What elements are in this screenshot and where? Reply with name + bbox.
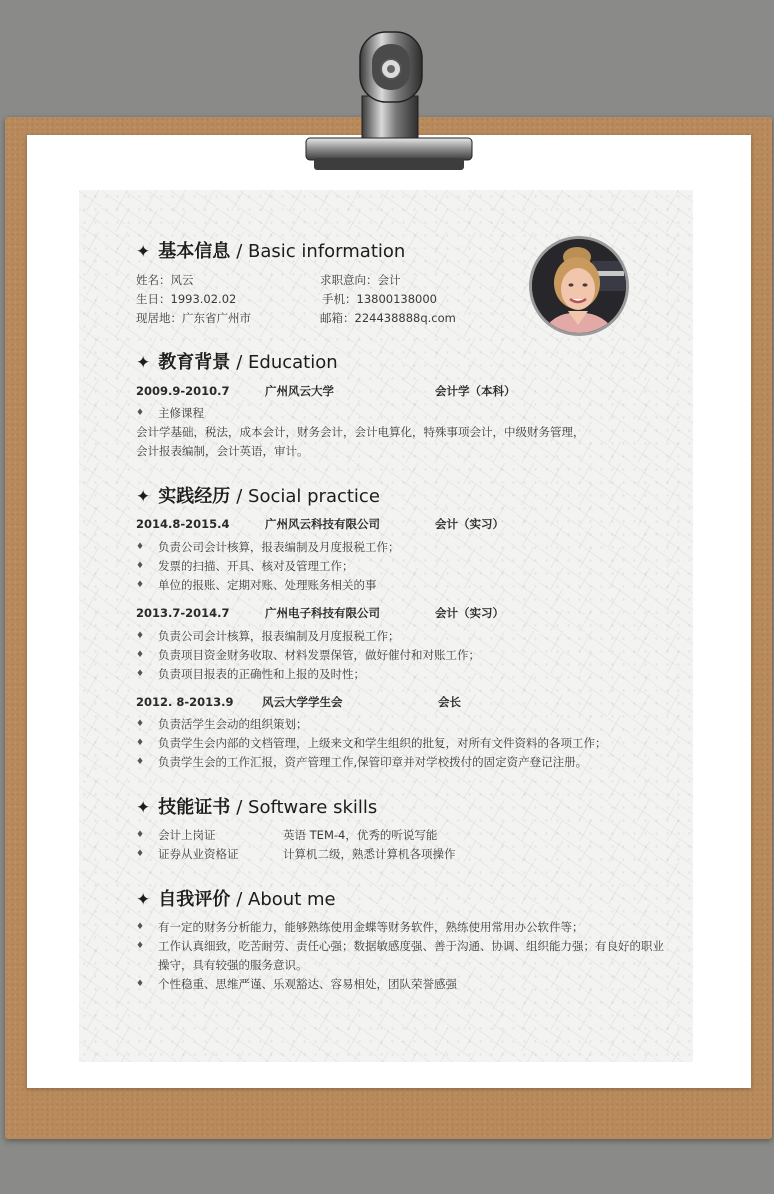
practice-item: 单位的报账、定期对账、处理账务相关的事: [158, 578, 377, 592]
practice-item: 负责学生会内部的文档管理，上级来文和学生组织的批复，对所有文件资料的各项工作；: [158, 736, 607, 750]
bullet-icon: ♦: [136, 650, 145, 660]
bullet-icon: ♦: [136, 757, 145, 767]
bullet-icon: ♦: [136, 408, 145, 418]
practice-item: 负责公司会计核算，报表编制及月度报税工作；: [158, 629, 400, 643]
star-icon: ✦: [136, 353, 151, 373]
star-icon: ✦: [136, 890, 151, 910]
edu-major: 会计学（本科）: [435, 384, 516, 398]
section-title-en: / Social practice: [236, 486, 380, 507]
bullet-icon: ♦: [136, 669, 145, 679]
bullet-icon: ♦: [136, 738, 145, 748]
location-field: 现居地：广东省广州市: [136, 311, 251, 325]
section-title-zh: 实践经历: [158, 486, 231, 507]
bullet-icon: ♦: [136, 561, 145, 571]
about-item: 个性稳重、思维严谨、乐观豁达、容易相处，团队荣誉感强: [158, 977, 457, 991]
practice-org: 广州电子科技有限公司: [265, 606, 380, 620]
email-field: 邮箱：224438888q.com: [320, 311, 456, 325]
bullet-icon: ♦: [136, 580, 145, 590]
skill-desc: 英语 TEM-4，优秀的听说写能: [283, 828, 438, 842]
section-title-zh: 教育背景: [158, 352, 231, 373]
bullet-icon: ♦: [136, 542, 145, 552]
about-item-cont: 操守，具有较强的服务意识。: [158, 958, 308, 972]
edu-school: 广州风云大学: [265, 384, 334, 398]
practice-role: 会计（实习）: [435, 517, 504, 531]
section-header-about: [136, 888, 336, 912]
bullet-icon: ♦: [136, 849, 145, 859]
bullet-icon: ♦: [136, 922, 145, 932]
bullet-icon: ♦: [136, 631, 145, 641]
section-header-practice: [136, 485, 380, 509]
skill-desc: 计算机二级，熟悉计算机各项操作: [283, 847, 456, 861]
about-item: 工作认真细致，吃苦耐劳、责任心强；数据敏感度强、善于沟通、协调、组织能力强；有良好的职业: [158, 939, 664, 953]
about-item: 有一定的财务分析能力，能够熟练使用金蝶等财务软件，熟练使用常用办公软件等；: [158, 920, 584, 934]
edu-courses-line: 会计学基础，税法，成本会计，财务会计，会计电算化，特殊事项会计，中级财务管理，: [136, 425, 585, 439]
practice-item: 负责公司会计核算，报表编制及月度报税工作；: [158, 540, 400, 554]
practice-item: 发票的扫描、开具、核对及管理工作；: [158, 559, 354, 573]
edu-course-label: 主修课程: [158, 406, 204, 420]
edu-period: 2009.9-2010.7: [136, 384, 230, 398]
star-icon: ✦: [136, 242, 151, 262]
edu-courses-line: 会计报表编制，会计英语，审计。: [136, 444, 309, 458]
section-title-zh: 自我评价: [158, 889, 231, 910]
skill-cert: 证券从业资格证: [158, 847, 239, 861]
name-field: 姓名：风云: [136, 273, 194, 287]
intent-field: 求职意向：会计: [320, 273, 401, 287]
portrait-image: [532, 239, 626, 333]
phone-field: 手机：13800138000: [322, 292, 437, 306]
practice-item: 负责学生会的工作汇报，资产管理工作,保管印章并对学校拨付的固定资产登记注册。: [158, 755, 588, 769]
practice-org: 广州风云科技有限公司: [265, 517, 380, 531]
section-header-education: [136, 351, 338, 375]
skill-cert: 会计上岗证: [158, 828, 216, 842]
section-title-en: / About me: [236, 889, 336, 910]
profile-photo: [529, 236, 629, 336]
practice-item: 负责活学生会动的组织策划；: [158, 717, 308, 731]
section-header-skills: [136, 796, 377, 820]
section-title-en: / Software skills: [236, 797, 378, 818]
practice-role: 会计（实习）: [435, 606, 504, 620]
section-title-en: / Basic information: [236, 241, 406, 262]
practice-role: 会长: [438, 695, 461, 709]
section-title-zh: 技能证书: [158, 797, 231, 818]
bullet-icon: ♦: [136, 979, 145, 989]
star-icon: ✦: [136, 487, 151, 507]
section-title-zh: 基本信息: [158, 241, 231, 262]
bullet-icon: ♦: [136, 941, 145, 951]
practice-item: 负责项目报表的正确性和上报的及时性；: [158, 667, 365, 681]
birth-field: 生日：1993.02.02: [136, 292, 237, 306]
practice-org: 风云大学学生会: [262, 695, 343, 709]
section-header-basic: [136, 240, 405, 264]
star-icon: ✦: [136, 798, 151, 818]
bullet-icon: ♦: [136, 830, 145, 840]
practice-period: 2012. 8-2013.9: [136, 695, 234, 709]
practice-period: 2014.8-2015.4: [136, 517, 230, 531]
practice-item: 负责项目资金财务收取、材料发票保管，做好催付和对账工作；: [158, 648, 480, 662]
practice-period: 2013.7-2014.7: [136, 606, 230, 620]
bullet-icon: ♦: [136, 719, 145, 729]
section-title-en: / Education: [236, 352, 338, 373]
binder-clip-icon: [300, 26, 480, 176]
